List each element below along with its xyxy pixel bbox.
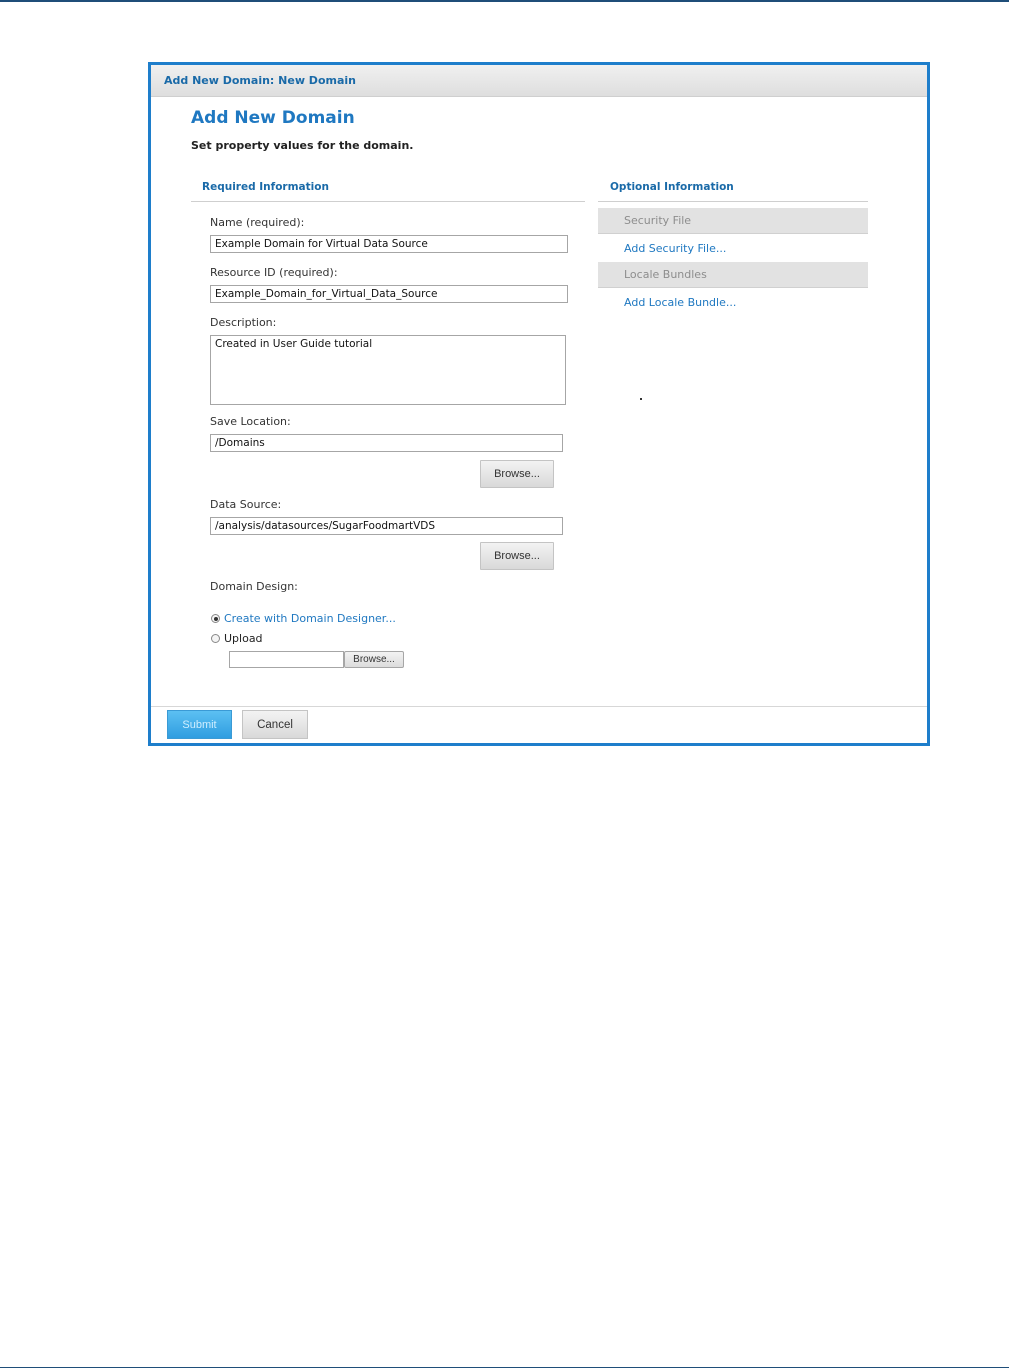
- option-upload-label[interactable]: Upload: [224, 632, 263, 645]
- page-title: Add New Domain: [191, 108, 355, 128]
- save-location-label: Save Location:: [210, 415, 291, 428]
- option-create-with-designer[interactable]: [211, 612, 396, 625]
- description-field[interactable]: Created in User Guide tutorial: [210, 335, 566, 405]
- resource-id-label: Resource ID (required):: [210, 266, 338, 279]
- add-domain-dialog: [148, 62, 930, 746]
- save-location-browse-button[interactable]: Browse...: [480, 460, 554, 488]
- optional-section-title: Optional Information: [610, 181, 734, 193]
- stray-dot: [640, 398, 642, 400]
- optional-section-divider: [598, 201, 868, 202]
- save-location-field[interactable]: /Domains: [210, 434, 563, 452]
- locale-bundles-header: [598, 262, 868, 288]
- dialog-footer: [151, 706, 927, 743]
- resource-id-field[interactable]: Example_Domain_for_Virtual_Data_Source: [210, 285, 568, 303]
- description-label: Description:: [210, 316, 277, 329]
- add-security-file-link[interactable]: Add Security File...: [624, 242, 727, 255]
- security-file-header: [598, 208, 868, 234]
- upload-file-input[interactable]: [229, 651, 344, 668]
- page-bottom-rule: [0, 1367, 1009, 1368]
- submit-button[interactable]: Submit: [167, 710, 232, 739]
- data-source-browse-button[interactable]: Browse...: [480, 542, 554, 570]
- domain-design-label: Domain Design:: [210, 580, 298, 593]
- page-subtitle: Set property values for the domain.: [191, 139, 414, 152]
- dialog-titlebar: [151, 65, 927, 97]
- upload-browse-button[interactable]: Browse...: [344, 651, 404, 668]
- page-top-rule: [0, 0, 1009, 2]
- required-section-title: Required Information: [202, 181, 329, 193]
- name-field[interactable]: Example Domain for Virtual Data Source: [210, 235, 568, 253]
- dialog-title: Add New Domain: New Domain: [164, 74, 356, 87]
- option-designer-label[interactable]: Create with Domain Designer...: [224, 612, 396, 625]
- cancel-button[interactable]: Cancel: [242, 710, 308, 739]
- required-section-divider: [191, 201, 585, 202]
- radio-upload[interactable]: [211, 634, 220, 643]
- radio-designer[interactable]: [211, 614, 220, 623]
- data-source-field[interactable]: /analysis/datasources/SugarFoodmartVDS: [210, 517, 563, 535]
- add-locale-bundle-link[interactable]: Add Locale Bundle...: [624, 296, 737, 309]
- security-file-header-label: Security File: [624, 214, 692, 227]
- locale-bundles-header-label: Locale Bundles: [624, 268, 707, 281]
- name-label: Name (required):: [210, 216, 305, 229]
- data-source-label: Data Source:: [210, 498, 282, 511]
- option-upload[interactable]: [211, 632, 263, 645]
